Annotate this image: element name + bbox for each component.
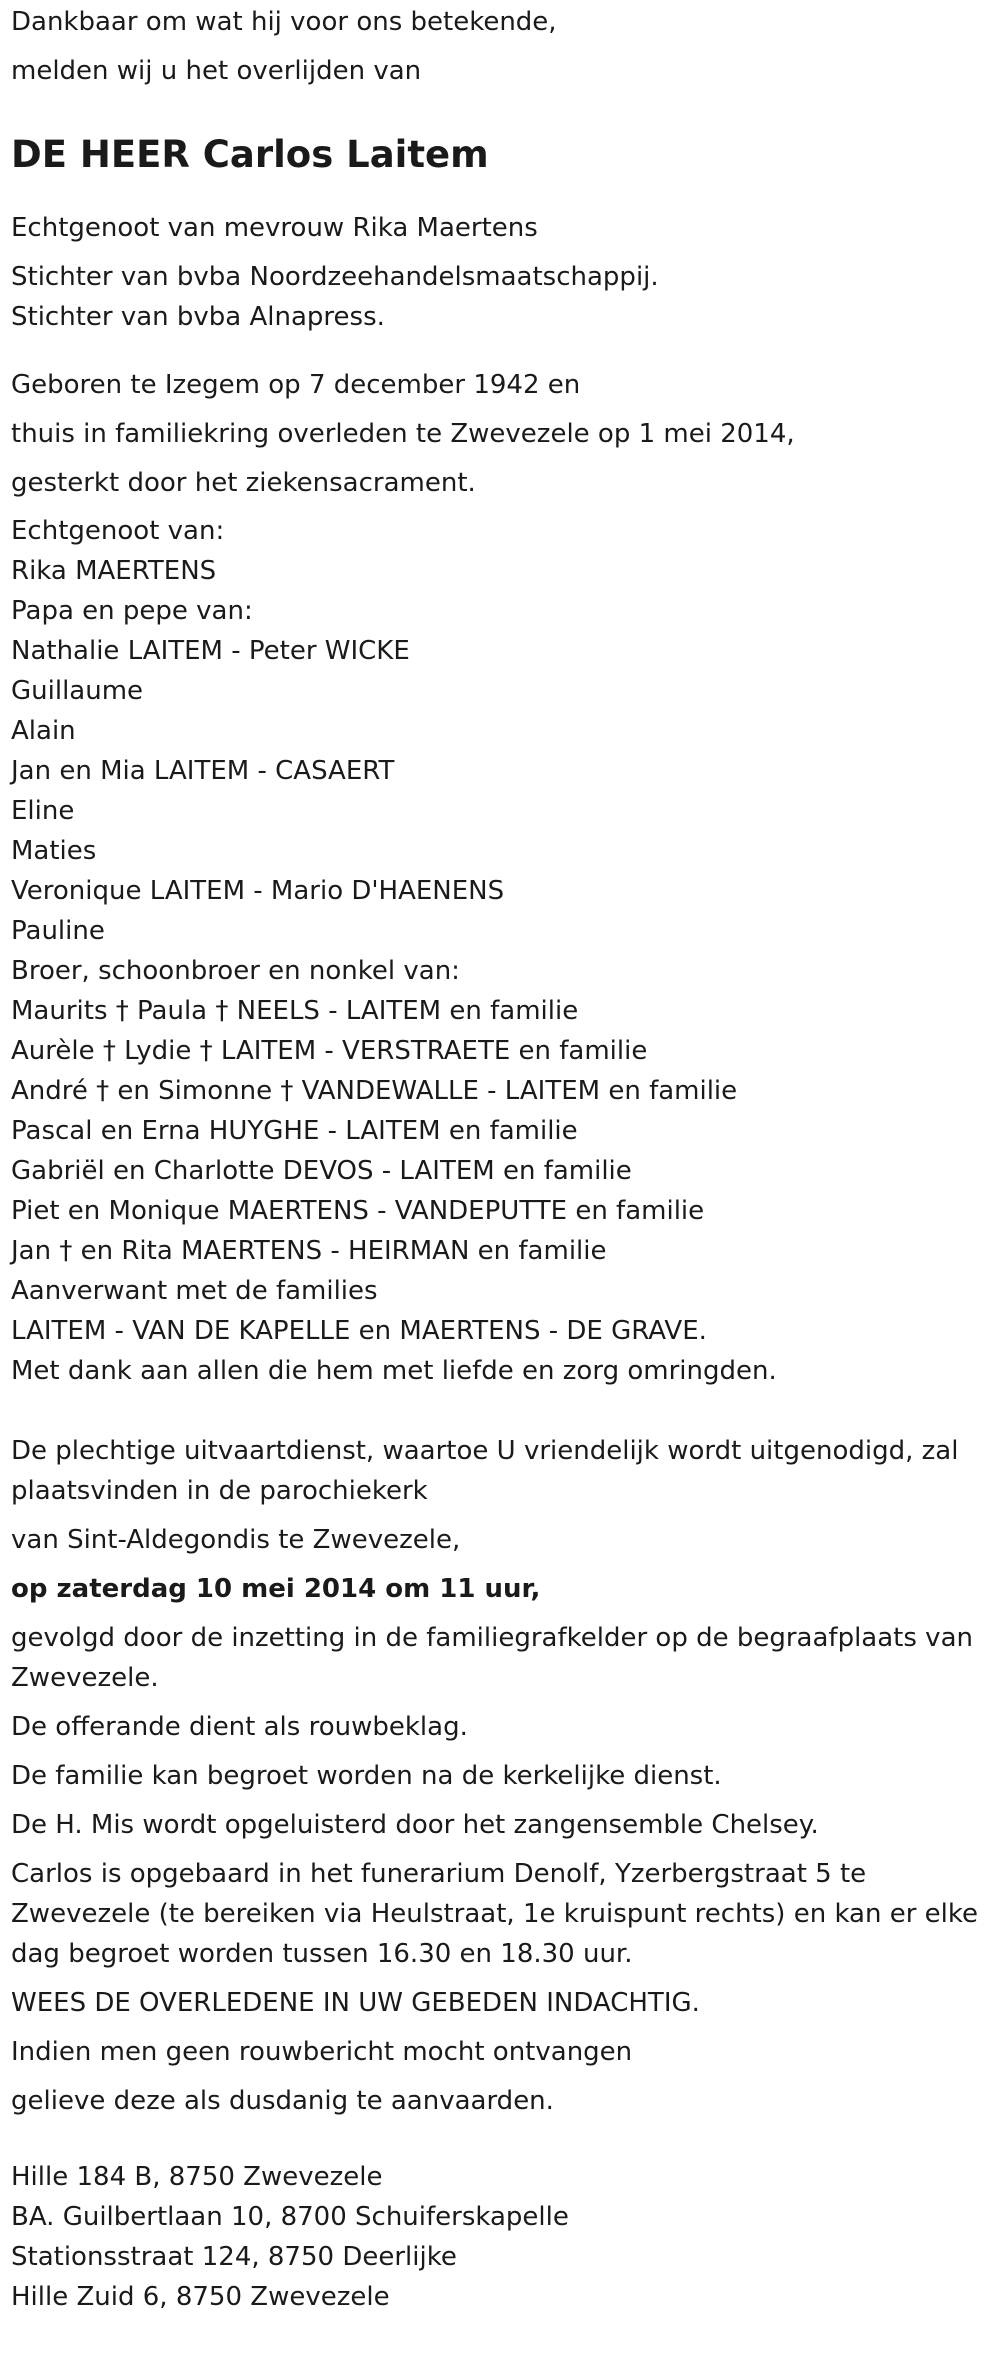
family-line: Maurits † Paula † NEELS - LAITEM en familie	[11, 996, 579, 1026]
family-line: Nathalie LAITEM - Peter WICKE	[11, 636, 410, 666]
family-line: Pascal en Erna HUYGHE - LAITEM en familie	[11, 1116, 578, 1146]
deceased-name: DE HEER Carlos Laitem	[11, 133, 489, 176]
family-line: Rika MAERTENS	[11, 556, 217, 586]
family-line: Aurèle † Lydie † LAITEM - VERSTRAETE en familie	[11, 1036, 648, 1066]
prayer-line: WEES DE OVERLEDENE IN UW GEBEDEN INDACHTIG.	[11, 1988, 700, 2018]
founder-line-2: Stichter van bvba Alnapress.	[11, 302, 385, 332]
family-line: Met dank aan allen die hem met liefde en zorg omringden.	[11, 1356, 777, 1386]
family-line: Veronique LAITEM - Mario D'HAENENS	[11, 876, 505, 906]
address-line: Stationsstraat 124, 8750 Deerlijke	[11, 2242, 457, 2272]
service-invitation: De plechtige uitvaartdienst, waartoe U vriendelijk wordt uitgenodigd, zal plaatsvinden in de parochiekerk	[11, 1436, 959, 1506]
notice-line-1: Indien men geen rouwbericht mocht ontvangen	[11, 2037, 633, 2067]
family-line: Broer, schoonbroer en nonkel van:	[11, 956, 460, 986]
family-line: Echtgenoot van:	[11, 516, 225, 546]
family-line: Jan en Mia LAITEM - CASAERT	[11, 756, 395, 786]
address-line: Hille 184 B, 8750 Zwevezele	[11, 2162, 383, 2192]
family-line: Papa en pepe van:	[11, 596, 253, 626]
sacrament-line: gesterkt door het ziekensacrament.	[11, 468, 476, 498]
family-line: Guillaume	[11, 676, 144, 706]
family-line: Piet en Monique MAERTENS - VANDEPUTTE en familie	[11, 1196, 705, 1226]
intro-line-1: Dankbaar om wat hij voor ons betekende,	[11, 7, 557, 37]
spouse-line: Echtgenoot van mevrouw Rika Maertens	[11, 213, 538, 243]
service-burial: gevolgd door de inzetting in de familiegrafkelder op de begraafplaats van Zwevezele.	[11, 1623, 973, 1693]
death-line: thuis in familiekring overleden te Zwevezele op 1 mei 2014,	[11, 419, 795, 449]
service-condolence: De familie kan begroet worden na de kerkelijke dienst.	[11, 1761, 722, 1791]
family-line: André † en Simonne † VANDEWALLE - LAITEM en familie	[11, 1076, 738, 1106]
family-line: Pauline	[11, 916, 105, 946]
address-line: Hille Zuid 6, 8750 Zwevezele	[11, 2282, 390, 2312]
family-line: Alain	[11, 716, 76, 746]
intro-line-2: melden wij u het overlijden van	[11, 56, 422, 86]
founder-line-1: Stichter van bvba Noordzeehandelsmaatschappij.	[11, 262, 659, 292]
birth-line: Geboren te Izegem op 7 december 1942 en	[11, 370, 581, 400]
service-viewing: Carlos is opgebaard in het funerarium Denolf, Yzerbergstraat 5 te Zwevezele (te bereiken via Heulstraat, 1e kruispunt rechts) en kan er elke dag begroet worden tussen 16.30 en 18.30 uur.	[11, 1859, 979, 1969]
address-list	[11, 2157, 989, 2317]
service-church: van Sint-Aldegondis te Zwevezele,	[11, 1525, 461, 1555]
service-music: De H. Mis wordt opgeluisterd door het zangensemble Chelsey.	[11, 1810, 819, 1840]
service-offering: De offerande dient als rouwbeklag.	[11, 1712, 468, 1742]
family-line: Eline	[11, 796, 75, 826]
notice-line-2: gelieve deze als dusdanig te aanvaarden.	[11, 2086, 554, 2116]
address-line: BA. Guilbertlaan 10, 8700 Schuiferskapelle	[11, 2202, 569, 2232]
family-line: Gabriël en Charlotte DEVOS - LAITEM en familie	[11, 1156, 632, 1186]
family-list	[11, 511, 989, 1391]
family-line: LAITEM - VAN DE KAPELLE en MAERTENS - DE GRAVE.	[11, 1316, 707, 1346]
service-date: op zaterdag 10 mei 2014 om 11 uur,	[11, 1574, 541, 1604]
family-line: Maties	[11, 836, 97, 866]
family-line: Jan † en Rita MAERTENS - HEIRMAN en familie	[11, 1236, 607, 1266]
family-line: Aanverwant met de families	[11, 1276, 378, 1306]
